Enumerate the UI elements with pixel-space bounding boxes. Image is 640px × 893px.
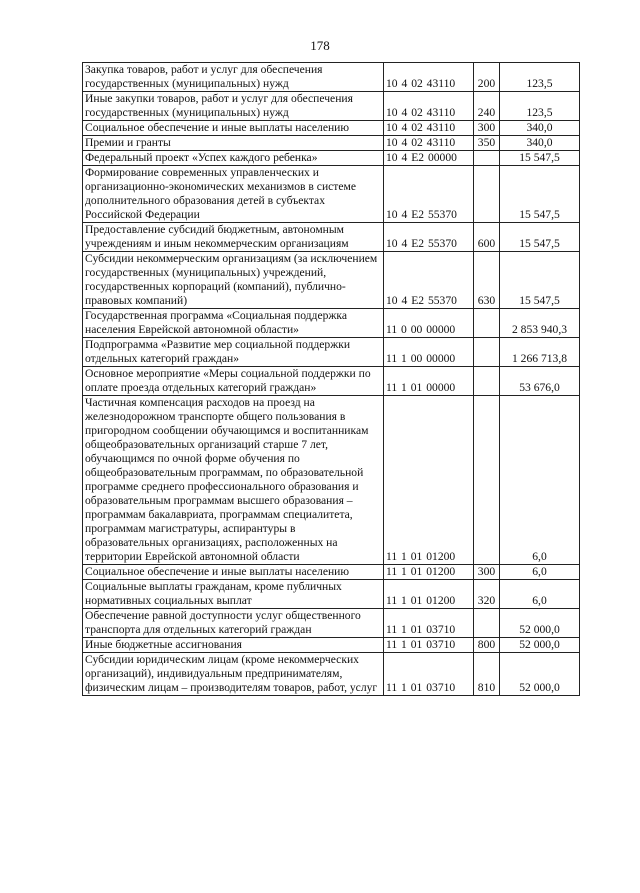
row-name-cell: Основное мероприятие «Меры социальной поддержки по оплате проезда отдельных категорий граждан»	[83, 367, 384, 396]
table-row	[83, 338, 580, 367]
row-amount-cell: 1 266 713,8	[500, 338, 580, 367]
row-name-cell: Премии и гранты	[83, 136, 384, 151]
table-row	[83, 252, 580, 309]
budget-table	[82, 62, 580, 696]
table-row	[83, 63, 580, 92]
budget-table-body	[83, 63, 580, 696]
row-name-cell: Социальные выплаты гражданам, кроме публичных нормативных социальных выплат	[83, 580, 384, 609]
row-name-cell: Иные бюджетные ассигнования	[83, 638, 384, 653]
row-amount-cell: 2 853 940,3	[500, 309, 580, 338]
row-expense-type-cell	[474, 396, 500, 565]
row-amount-cell: 15 547,5	[500, 223, 580, 252]
row-amount-cell: 52 000,0	[500, 653, 580, 696]
row-name-cell: Подпрограмма «Развитие мер социальной поддержки отдельных категорий граждан»	[83, 338, 384, 367]
row-code-cell: 11 1 00 00000	[384, 338, 474, 367]
row-expense-type-cell	[474, 151, 500, 166]
row-code-cell: 11 1 01 01200	[384, 580, 474, 609]
row-amount-cell: 123,5	[500, 92, 580, 121]
row-expense-type-cell: 300	[474, 121, 500, 136]
row-code-cell: 11 1 01 03710	[384, 653, 474, 696]
table-row	[83, 638, 580, 653]
row-amount-cell: 15 547,5	[500, 166, 580, 223]
table-row	[83, 121, 580, 136]
row-name-cell: Федеральный проект «Успех каждого ребенка»	[83, 151, 384, 166]
row-code-cell: 11 1 01 03710	[384, 638, 474, 653]
row-name-cell: Социальное обеспечение и иные выплаты населению	[83, 121, 384, 136]
row-amount-cell: 52 000,0	[500, 609, 580, 638]
row-expense-type-cell: 320	[474, 580, 500, 609]
row-name-cell: Субсидии юридическим лицам (кроме некоммерческих организаций), индивидуальным предпринимателям, физическим лицам – производителям товаров, работ, услуг	[83, 653, 384, 696]
row-code-cell: 10 4 02 43110	[384, 92, 474, 121]
page-number: 178	[310, 38, 330, 53]
row-expense-type-cell	[474, 338, 500, 367]
table-row	[83, 223, 580, 252]
row-code-cell: 11 1 01 00000	[384, 367, 474, 396]
row-expense-type-cell: 200	[474, 63, 500, 92]
row-expense-type-cell: 800	[474, 638, 500, 653]
table-row	[83, 367, 580, 396]
table-row	[83, 136, 580, 151]
row-name-cell: Обеспечение равной доступности услуг общественного транспорта для отдельных категорий граждан	[83, 609, 384, 638]
row-name-cell: Закупка товаров, работ и услуг для обеспечения государственных (муниципальных) нужд	[83, 63, 384, 92]
row-amount-cell: 15 547,5	[500, 252, 580, 309]
row-amount-cell: 340,0	[500, 121, 580, 136]
row-code-cell: 10 4 Е2 55370	[384, 166, 474, 223]
row-name-cell: Государственная программа «Социальная поддержка населения Еврейской автономной области»	[83, 309, 384, 338]
row-expense-type-cell	[474, 367, 500, 396]
table-row	[83, 580, 580, 609]
row-code-cell: 10 4 02 43110	[384, 63, 474, 92]
table-row	[83, 309, 580, 338]
row-name-cell: Иные закупки товаров, работ и услуг для обеспечения государственных (муниципальных) нужд	[83, 92, 384, 121]
table-row	[83, 166, 580, 223]
row-amount-cell: 53 676,0	[500, 367, 580, 396]
row-code-cell: 10 4 Е2 00000	[384, 151, 474, 166]
row-name-cell: Субсидии некоммерческим организациям (за исключением государственных (муниципальных) учреждений, государственных корпораций (компаний), публично-правовых компаний)	[83, 252, 384, 309]
row-name-cell: Социальное обеспечение и иные выплаты населению	[83, 565, 384, 580]
table-row	[83, 92, 580, 121]
row-expense-type-cell	[474, 609, 500, 638]
row-code-cell: 10 4 Е2 55370	[384, 252, 474, 309]
row-name-cell: Формирование современных управленческих и организационно-экономических механизмов в системе дополнительного образования детей в субъектах Российской Федерации	[83, 166, 384, 223]
table-row	[83, 151, 580, 166]
row-code-cell: 10 4 Е2 55370	[384, 223, 474, 252]
row-expense-type-cell	[474, 166, 500, 223]
table-row	[83, 653, 580, 696]
row-code-cell: 11 1 01 01200	[384, 565, 474, 580]
row-amount-cell: 52 000,0	[500, 638, 580, 653]
table-row	[83, 565, 580, 580]
table-row	[83, 396, 580, 565]
row-name-cell: Частичная компенсация расходов на проезд на железнодорожном транспорте общего пользования в пригородном сообщении обучающимся и воспитанникам общеобразовательных организаций старше 7 лет, обучающимся по очной форме обучения по общеобразовательным программам, по образовательной программе среднего профессионального образования и образовательным программам высшего образования – программам бакалавриата, программам специалитета, программам магистратуры, аспирантуры в образовательных организациях, расположенных на территории Еврейской автономной области	[83, 396, 384, 565]
row-amount-cell: 123,5	[500, 63, 580, 92]
row-name-cell: Предоставление субсидий бюджетным, автономным учреждениям и иным некоммерческим организациям	[83, 223, 384, 252]
row-amount-cell: 6,0	[500, 580, 580, 609]
row-expense-type-cell: 810	[474, 653, 500, 696]
row-expense-type-cell: 350	[474, 136, 500, 151]
row-code-cell: 10 4 02 43110	[384, 136, 474, 151]
row-expense-type-cell: 630	[474, 252, 500, 309]
row-expense-type-cell: 240	[474, 92, 500, 121]
row-amount-cell: 15 547,5	[500, 151, 580, 166]
row-code-cell: 10 4 02 43110	[384, 121, 474, 136]
row-amount-cell: 340,0	[500, 136, 580, 151]
table-row	[83, 609, 580, 638]
row-expense-type-cell	[474, 309, 500, 338]
row-code-cell: 11 1 01 03710	[384, 609, 474, 638]
row-code-cell: 11 1 01 01200	[384, 396, 474, 565]
row-expense-type-cell: 300	[474, 565, 500, 580]
row-code-cell: 11 0 00 00000	[384, 309, 474, 338]
row-expense-type-cell: 600	[474, 223, 500, 252]
row-amount-cell: 6,0	[500, 396, 580, 565]
row-amount-cell: 6,0	[500, 565, 580, 580]
